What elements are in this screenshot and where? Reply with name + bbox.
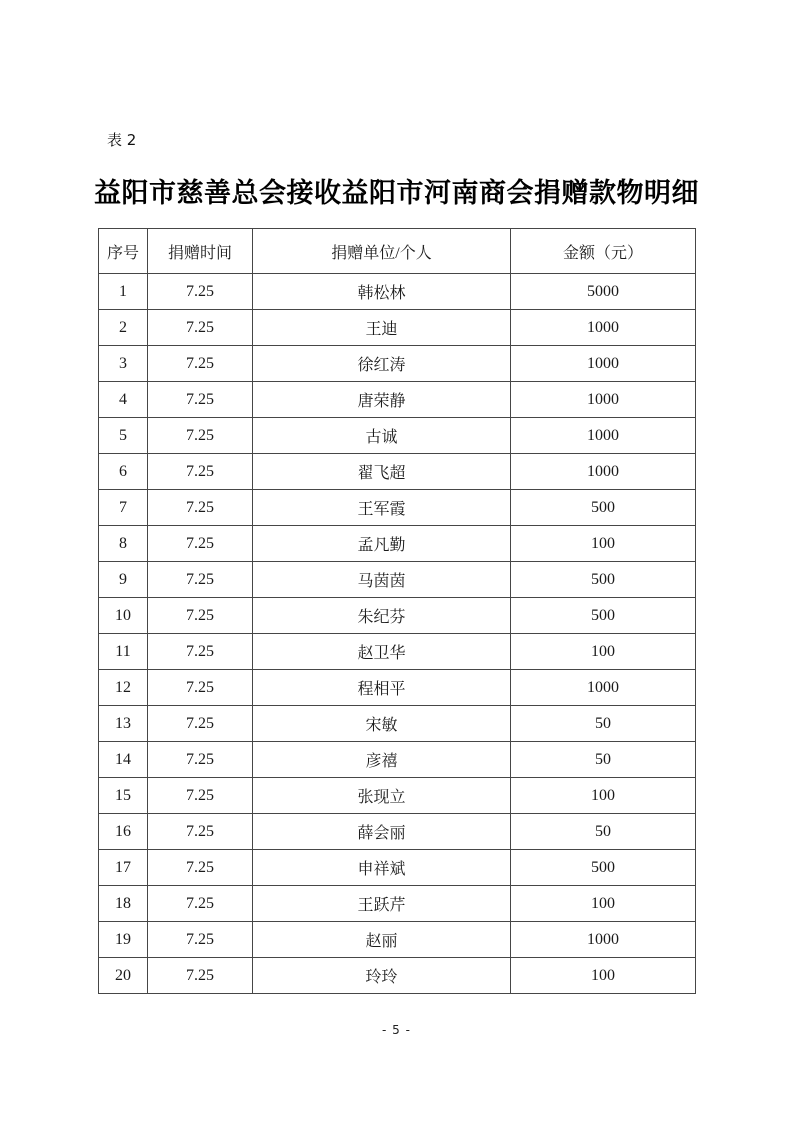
cell-date: 7.25 (148, 922, 253, 958)
cell-amount: 1000 (511, 382, 696, 418)
table-row (99, 526, 696, 562)
cell-index: 11 (99, 634, 148, 670)
donation-table (98, 228, 696, 994)
cell-donor: 唐荣静 (253, 382, 511, 418)
table-row (99, 346, 696, 382)
table-header-row (99, 229, 696, 274)
cell-index: 19 (99, 922, 148, 958)
table-row (99, 886, 696, 922)
cell-date: 7.25 (148, 310, 253, 346)
cell-date: 7.25 (148, 706, 253, 742)
cell-amount: 500 (511, 598, 696, 634)
cell-donor: 王跃芹 (253, 886, 511, 922)
cell-index: 20 (99, 958, 148, 994)
cell-amount: 1000 (511, 310, 696, 346)
table-row (99, 850, 696, 886)
cell-donor: 张现立 (253, 778, 511, 814)
cell-date: 7.25 (148, 382, 253, 418)
column-header: 序号 (99, 229, 148, 274)
cell-date: 7.25 (148, 778, 253, 814)
cell-amount: 1000 (511, 454, 696, 490)
cell-index: 10 (99, 598, 148, 634)
cell-amount: 1000 (511, 346, 696, 382)
cell-index: 15 (99, 778, 148, 814)
cell-date: 7.25 (148, 526, 253, 562)
cell-index: 9 (99, 562, 148, 598)
cell-amount: 5000 (511, 274, 696, 310)
table-row (99, 490, 696, 526)
table-row (99, 922, 696, 958)
cell-date: 7.25 (148, 886, 253, 922)
table-row (99, 634, 696, 670)
cell-index: 2 (99, 310, 148, 346)
cell-index: 8 (99, 526, 148, 562)
cell-donor: 薛会丽 (253, 814, 511, 850)
cell-amount: 500 (511, 562, 696, 598)
cell-date: 7.25 (148, 274, 253, 310)
cell-amount: 100 (511, 526, 696, 562)
cell-date: 7.25 (148, 634, 253, 670)
cell-amount: 50 (511, 706, 696, 742)
table-row (99, 598, 696, 634)
cell-amount: 50 (511, 742, 696, 778)
table-row (99, 742, 696, 778)
table-number-label: 表 2 (107, 131, 137, 149)
cell-index: 14 (99, 742, 148, 778)
table-row (99, 706, 696, 742)
cell-date: 7.25 (148, 598, 253, 634)
table-row (99, 418, 696, 454)
cell-index: 6 (99, 454, 148, 490)
cell-donor: 王军霞 (253, 490, 511, 526)
cell-index: 13 (99, 706, 148, 742)
cell-donor: 赵丽 (253, 922, 511, 958)
cell-amount: 500 (511, 850, 696, 886)
cell-donor: 程相平 (253, 670, 511, 706)
cell-date: 7.25 (148, 562, 253, 598)
table-row (99, 670, 696, 706)
cell-date: 7.25 (148, 454, 253, 490)
cell-amount: 100 (511, 778, 696, 814)
cell-index: 1 (99, 274, 148, 310)
cell-donor: 朱纪芬 (253, 598, 511, 634)
table-row (99, 274, 696, 310)
column-header: 捐赠时间 (148, 229, 253, 274)
cell-donor: 韩松林 (253, 274, 511, 310)
table-row (99, 310, 696, 346)
cell-donor: 古诚 (253, 418, 511, 454)
table-row (99, 958, 696, 994)
cell-date: 7.25 (148, 742, 253, 778)
cell-donor: 赵卫华 (253, 634, 511, 670)
table-body (99, 274, 696, 994)
column-header: 捐赠单位/个人 (253, 229, 511, 274)
cell-amount: 50 (511, 814, 696, 850)
cell-donor: 玲玲 (253, 958, 511, 994)
page-number: - 5 - (382, 1023, 411, 1037)
column-header: 金额（元） (511, 229, 696, 274)
cell-donor: 王迪 (253, 310, 511, 346)
cell-donor: 徐红涛 (253, 346, 511, 382)
cell-date: 7.25 (148, 490, 253, 526)
table-row (99, 814, 696, 850)
cell-amount: 100 (511, 886, 696, 922)
cell-donor: 申祥斌 (253, 850, 511, 886)
cell-amount: 1000 (511, 670, 696, 706)
cell-index: 17 (99, 850, 148, 886)
cell-amount: 1000 (511, 922, 696, 958)
table-row (99, 454, 696, 490)
cell-index: 18 (99, 886, 148, 922)
cell-date: 7.25 (148, 958, 253, 994)
cell-date: 7.25 (148, 418, 253, 454)
cell-donor: 孟凡勤 (253, 526, 511, 562)
cell-amount: 1000 (511, 418, 696, 454)
cell-index: 16 (99, 814, 148, 850)
cell-index: 5 (99, 418, 148, 454)
cell-donor: 彦禧 (253, 742, 511, 778)
cell-index: 7 (99, 490, 148, 526)
cell-index: 12 (99, 670, 148, 706)
table-row (99, 382, 696, 418)
table-row (99, 562, 696, 598)
cell-index: 4 (99, 382, 148, 418)
table-row (99, 778, 696, 814)
cell-amount: 100 (511, 958, 696, 994)
cell-donor: 翟飞超 (253, 454, 511, 490)
cell-amount: 500 (511, 490, 696, 526)
cell-date: 7.25 (148, 346, 253, 382)
cell-donor: 马茵茵 (253, 562, 511, 598)
cell-donor: 宋敏 (253, 706, 511, 742)
cell-date: 7.25 (148, 850, 253, 886)
cell-date: 7.25 (148, 670, 253, 706)
document-title: 益阳市慈善总会接收益阳市河南商会捐赠款物明细 (94, 178, 699, 209)
cell-amount: 100 (511, 634, 696, 670)
cell-date: 7.25 (148, 814, 253, 850)
cell-index: 3 (99, 346, 148, 382)
